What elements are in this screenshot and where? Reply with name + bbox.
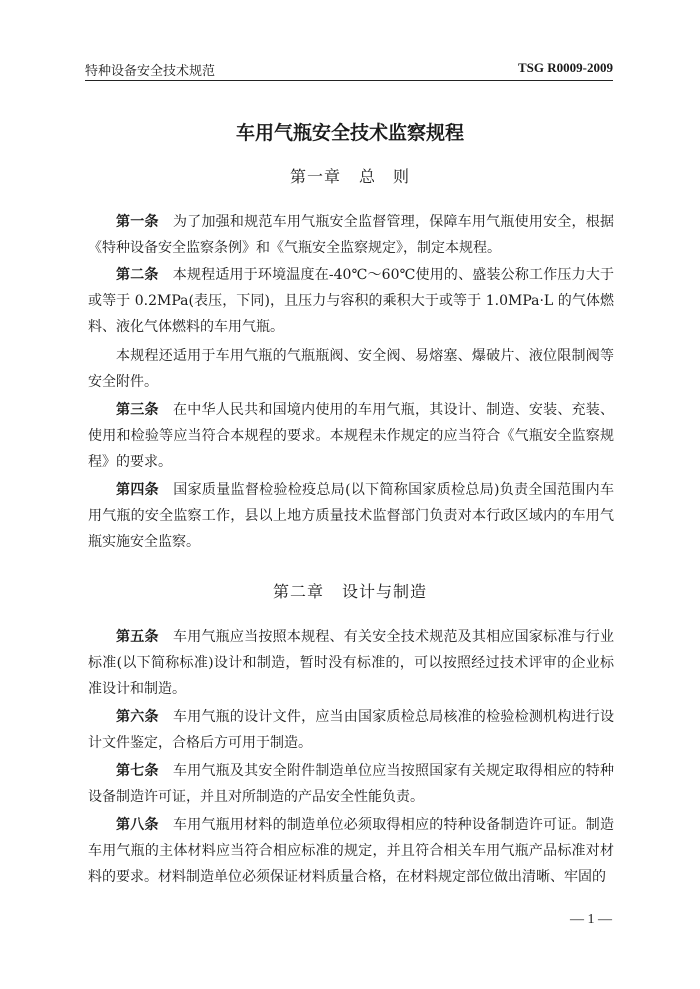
article-2 [88,262,614,340]
article-7 [88,758,614,810]
article-2-continuation [88,343,614,395]
article-text: 车用气瓶应当按照本规程、有关安全技术规范及其相应国家标准与行业标准(以下简称标准)设计和制造，暂时没有标准的，可以按照经过技术评审的企业标准设计和制造。 [88,629,615,697]
article-text: 本规程适用于环境温度在-40℃～60℃使用的、盛装公称工作压力大于或等于 0.2MPa(表压，下同)，且压力与容积的乘积大于或等于 1.0MPa·L 的气体燃料、液化气体燃料的车用气瓶。 [88,267,615,335]
article-text: 在中华人民共和国境内使用的车用气瓶，其设计、制造、安装、充装、使用和检验等应当符合本规程的要求。本规程未作规定的应当符合《气瓶安全监察规程》的要求。 [88,402,615,470]
chapter-1-number: 第一章 [289,167,341,186]
article-text: 本规程还适用于车用气瓶的气瓶瓶阀、安全阀、易熔塞、爆破片、液位限制阀等安全附件。 [88,348,614,390]
article-1 [88,209,614,261]
page-number: — 1 — [570,912,612,927]
article-label: 第五条 [116,629,159,645]
chapter-2-number: 第二章 [272,582,324,601]
article-text: 为了加强和规范车用气瓶安全监督管理，保障车用气瓶使用安全，根据《特种设备安全监察条例》和《气瓶安全监察规定》，制定本规程。 [88,214,615,256]
article-text: 车用气瓶用材料的制造单位必须取得相应的特种设备制造许可证。制造车用气瓶的主体材料应当符合相应标准的规定，并且符合相关车用气瓶产品标准对材料的要求。材料制造单位必须保证材料质量合格，在材料规定部位做出清晰、牢固的 [88,817,615,885]
article-label: 第八条 [116,817,159,833]
article-label: 第二条 [116,267,159,283]
header-standard-code: TSG R0009-2009 [518,60,613,75]
article-text: 车用气瓶的设计文件，应当由国家质检总局核准的检验检测机构进行设计文件鉴定，合格后方可用于制造。 [88,709,615,751]
article-3 [88,397,614,475]
article-4 [88,477,614,555]
article-text: 车用气瓶及其安全附件制造单位应当按照国家有关规定取得相应的特种设备制造许可证，并且对所制造的产品安全性能负责。 [88,763,615,805]
page-header [85,56,613,81]
article-8 [88,812,614,890]
article-label: 第六条 [116,709,159,725]
article-label: 第四条 [116,482,159,498]
document-title: 车用气瓶安全技术监察规程 [235,122,464,144]
header-series-title: 特种设备安全技术规范 [85,64,216,79]
chapter-1-name: 总 则 [359,167,411,186]
article-6 [88,704,614,756]
chapter-2-name: 设计与制造 [342,582,428,601]
chapter-1-heading [0,164,700,187]
chapter-2-heading [0,579,700,602]
article-5 [88,624,614,702]
article-label: 第一条 [116,214,159,230]
article-text: 国家质量监督检验检疫总局(以下简称国家质检总局)负责全国范围内车用气瓶的安全监察工作，县以上地方质量技术监督部门负责对本行政区域内的车用气瓶实施安全监察。 [88,482,615,550]
article-label: 第三条 [116,402,159,418]
article-label: 第七条 [116,763,159,779]
